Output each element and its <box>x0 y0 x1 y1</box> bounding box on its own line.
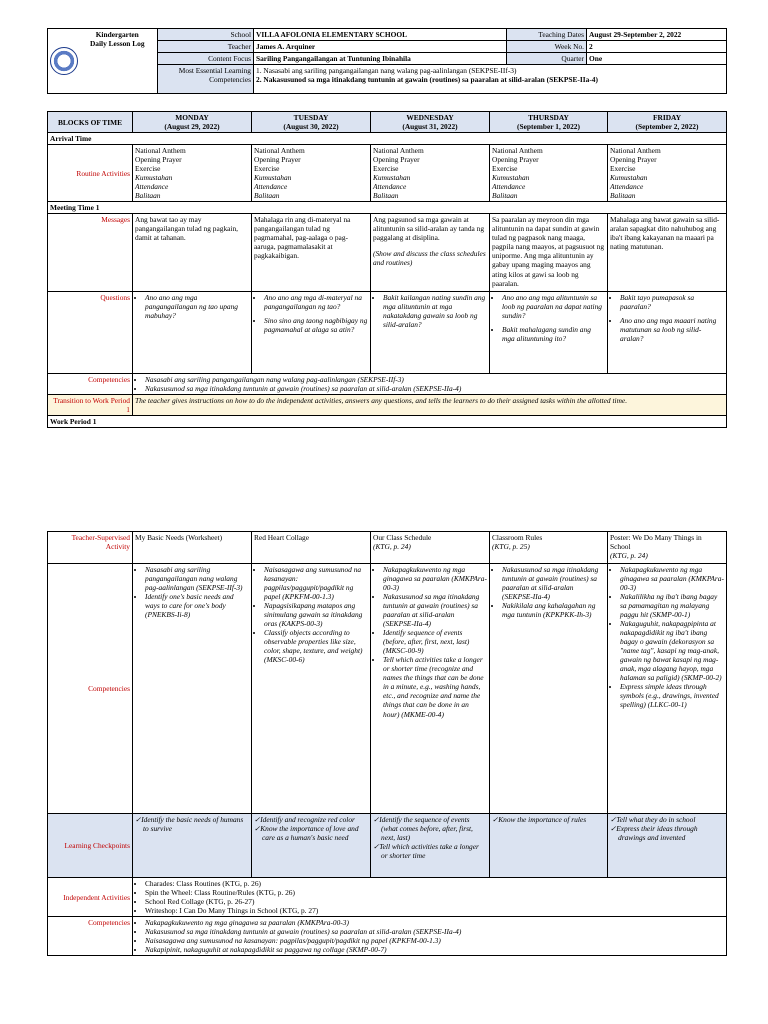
routine-item: Exercise <box>254 164 280 174</box>
mel-item-2: 2. Nakasusunod sa mga itinakdang tuntunin at gawain (routines) sa paaralan at silid-aralan (SEKPSE-IIa-4) <box>256 75 598 85</box>
work-comp-cell: • Nasasabi ang sariling pangangailangan nang walang pag-aalinlangan (SEKPSE-IIf-3) • Identify one's basic needs and ways to care for one's body (PNEKBS-Ii-8) <box>133 564 252 814</box>
checkpoints-label: Learning Checkpoints <box>48 814 133 878</box>
question-cell: • Ano ano ang mga pangangailangan ng tao upang mabuhay? <box>133 292 252 374</box>
routine-cell <box>608 145 727 202</box>
routine-cell <box>371 145 490 202</box>
arrival-time-row: Arrival Time <box>48 133 727 145</box>
tsa-cell: Classroom Rules (KTG, p. 25) <box>490 532 608 564</box>
message-cell <box>371 214 490 292</box>
tsa-label: Teacher-Supervised Activity <box>48 532 133 564</box>
work-comp-cell: • Nakapagkukuwento ng mga ginagawa sa paaralan (KMKPAra-00-3) • Nakasusunod sa mga itinakdang tuntunin at gawain (routines) sa paaralan at silid-aralan (SEKPSE-IIa-4) • Identify sequence of events (before, after, first, next, last) (MKSC-00-9) • Tell which activities take a longer or shorter time (recognize and names the things that can be done in a minute, e.g., washing hands, etc., and recognize and name the things that can be done in an hour) (MKME-00-4) <box>371 564 490 814</box>
routine-item: Exercise <box>135 164 161 174</box>
doc-title-line1: Kindergarten <box>95 30 139 39</box>
message-cell: Mahalaga ang bawat gawain sa silid-aralan sapagkat dito nahuhubog ang iba't ibang kakayanan na maaari pa nating matutunan. <box>608 214 727 292</box>
focus-label: Content Focus <box>158 53 254 65</box>
routine-item: Balitaan <box>373 191 399 201</box>
checkpoint-cell: ✓ Identify the sequence of events (what comes before, after, first, next, last) ✓ Tell which activities take a longer or shorter time <box>371 814 490 878</box>
tsa-cell: Poster: We Do Many Things in School (KTG, p. 24) <box>608 532 727 564</box>
title-cell <box>78 29 158 94</box>
tsa-row <box>48 532 727 564</box>
transition-label: Transition to Work Period 1 <box>48 395 133 416</box>
questions-label: Questions <box>48 292 133 374</box>
routine-item: National Anthem <box>373 146 424 156</box>
week-label: Week No. <box>507 41 587 53</box>
routine-item: Balitaan <box>135 191 161 201</box>
transition-text: The teacher gives instructions on how to do the independent activities, answers any questions, and tells the learners to do their assigned tasks within the allotted time. <box>133 395 727 416</box>
header-table <box>47 28 727 94</box>
routine-cell <box>133 145 252 202</box>
routine-item: Kumustahan <box>373 173 411 183</box>
checkpoint-cell: ✓ Identify and recognize red color ✓ Know the importance of love and care as a human's basic need <box>252 814 371 878</box>
question-cell: • Bakit kailangan nating sundin ang mga alituntunin at mga nakatakdang gawain sa loob ng silid-aralan? <box>371 292 490 374</box>
day-header-thursday: THURSDAY (September 1, 2022) <box>490 112 608 133</box>
independent-cell: • Charades: Class Routines (KTG, p. 26) • Spin the Wheel: Class Routine/Rules (KTG, p. 26) • School Red Collage (KTG, p. 26-27) • Writeshop: I Can Do Many Things in School (KTG, p. 27) <box>133 878 727 917</box>
routine-item: Opening Prayer <box>254 155 301 165</box>
tsa-cell: Red Heart Collage <box>252 532 371 564</box>
routine-item: National Anthem <box>135 146 186 156</box>
teacher-label: Teacher <box>158 41 254 53</box>
focus-value: Sariling Pangangailangan at Tuntuning Ibinahila <box>254 53 507 65</box>
message-cell: Sa paaralan ay meyroon din mga alituntunin na dapat sundin at gawin tulad ng pagpasok nang maaga, pagpila nang maayos, at pagsusuot ng uniporme. Ang mga alituntunin ay gabay upang maging maayos ang ating kilos at gawi sa loob ng paaralan. <box>490 214 608 292</box>
week-value: 2 <box>587 41 727 53</box>
work-comp-cell: • Naisasagawa ang sumusunod na kasanayan: pagpilas/paggupit/pagdikit ng papel (KPKFM-00-1.3) • Napagsisikapang matapos ang sinimulang gawain sa itinakdang oras (KAKPS-00-3) • Classify objects according to observable properties like size, color, shape, texture, and weight) (MKSC-00-6) <box>252 564 371 814</box>
routine-cell <box>490 145 608 202</box>
message-cell: Mahalaga rin ang di-materyal na pangangailangan tulad ng pagmamahal, pag-aalaga o pag-aaruga, pagmamalasakit at pagkakaibigan. <box>252 214 371 292</box>
routine-item: Balitaan <box>492 191 518 201</box>
routine-item: National Anthem <box>610 146 661 156</box>
checkpoints-row <box>48 814 727 878</box>
routine-label: Routine Activities <box>48 145 133 202</box>
routine-item: Attendance <box>373 182 407 192</box>
message-text: Ang pagsunod sa mga gawain at alituntunin sa silid-aralan ay tanda ng paggalang at disiplina. <box>373 215 485 243</box>
routine-cell <box>252 145 371 202</box>
mel-item-1: 1. Nasasabi ang sariling pangangailangan nang walang pag-aalinlangan (SEKPSE-IIf-3) <box>256 66 517 76</box>
school-label: School <box>158 29 254 41</box>
messages-row <box>48 214 727 292</box>
routine-item: Attendance <box>492 182 526 192</box>
work-competencies-row <box>48 564 727 814</box>
questions-row <box>48 292 727 374</box>
routine-item: Kumustahan <box>254 173 292 183</box>
teacher-value: James A. Arquiner <box>254 41 507 53</box>
routine-item: Kumustahan <box>610 173 648 183</box>
day-header-monday: MONDAY (August 29, 2022) <box>133 112 252 133</box>
competencies-label: Competencies <box>48 374 133 395</box>
tsa-cell: My Basic Needs (Worksheet) <box>133 532 252 564</box>
school-value: VILLA AFOLONIA ELEMENTARY SCHOOL <box>254 29 507 41</box>
schedule-table <box>47 111 727 428</box>
routine-row <box>48 145 727 202</box>
message-note: (Show and discuss the class schedules and routines) <box>373 249 486 268</box>
routine-item: National Anthem <box>492 146 543 156</box>
work-competencies2-label: Competencies <box>48 917 133 956</box>
work-competencies2-row <box>48 917 727 956</box>
routine-item: Opening Prayer <box>373 155 420 165</box>
routine-item: Exercise <box>610 164 636 174</box>
messages-label: Messages <box>48 214 133 292</box>
checkpoint-cell: ✓ Tell what they do in school ✓ Express their ideas through drawings and invented <box>608 814 727 878</box>
work-period-row: Work Period 1 <box>48 416 727 428</box>
routine-item: Attendance <box>610 182 644 192</box>
message-cell: Ang bawat tao ay may pangangailangan tulad ng pagkain, damit at tahanan. <box>133 214 252 292</box>
dates-label: Teaching Dates <box>507 29 587 41</box>
work-competencies2-cell: • Nakapagkukuwento ng mga ginagawa sa paaralan (KMKPAra-00-3) • Nakasusunod sa mga itinakdang tuntunin at gawain (routines) sa paaralan at silid-aralan (SEKPSE-IIa-4) • Naisasagawa ang sumusunod na kasanayan: pagpilas/paggupit/pagdikit ng papel (KPKFM-00-1.3) • Nakapipinit, nakaguguhit at nakapagdidikit sa paggawa ng collage (SKMP-00-7) <box>133 917 727 956</box>
routine-item: Exercise <box>373 164 399 174</box>
mel-cell <box>254 65 727 94</box>
routine-item: Attendance <box>254 182 288 192</box>
routine-item: Exercise <box>492 164 518 174</box>
question-cell: • Bakit tayo pumapasok sa paaralan? • Ano ano ang mga maaari nating matutunan sa loob ng silid-aralan? <box>608 292 727 374</box>
competencies-cell: • Nasasabi ang sariling pangangailangan nang walang pag-aalinlangan (SEKPSE-IIf-3) • Nakasusunod sa mga itinakdang tuntunin at gawain (routines) sa paaralan at silid-aralan (SEKPSE-IIa-4) <box>133 374 727 395</box>
quarter-value: One <box>587 53 727 65</box>
independent-label: Independent Activities <box>48 878 133 917</box>
routine-item: Kumustahan <box>135 173 173 183</box>
question-cell: • Ano ano ang mga alituntunin sa loob ng paaralan na dapat nating sundin? • Bakit mahalagang sundin ang mga alituntuning ito? <box>490 292 608 374</box>
mel-label: Most Essential Learning Competencies <box>158 65 254 94</box>
routine-item: Opening Prayer <box>610 155 657 165</box>
work-comp-cell: • Nakapagkukuwento ng mga ginagawa sa paaralan (KMKPAra-00-3) • Nakalilikha ng iba't ibang bagay sa pamamagitan ng malayang paggu hit (SKMP-00-1) • Nakaguguhit, nakapagpipinta at nakapagdidikit ng iba't ibang bagay o gawain (dekorasyon sa "name tag", kasapi ng mag-anak, gawain ng bawat kasapi ng mag-anak, mga alagang hayop, mga halaman sa paligid) (SKMP-00-2) • Express simple ideas through symbols (e.g., drawings, invented spelling) (LLKC-00-1) <box>608 564 727 814</box>
work-table <box>47 531 727 956</box>
routine-item: Attendance <box>135 182 169 192</box>
independent-row <box>48 878 727 917</box>
transition-row <box>48 395 727 416</box>
work-comp-cell: • Nakasusunod sa mga itinakdang tuntunin at gawain (routines) sa paaralan at silid-aralan (SEKPSE-IIa-4) • Nakikilala ang kahalagahan ng mga tuntunin (KPKPKK-Ih-3) <box>490 564 608 814</box>
checkpoint-cell: ✓ Know the importance of rules <box>490 814 608 878</box>
blocks-header: BLOCKS OF TIME <box>48 112 133 133</box>
routine-item: Balitaan <box>254 191 280 201</box>
day-header-friday: FRIDAY (September 2, 2022) <box>608 112 727 133</box>
deped-seal-icon <box>50 47 78 75</box>
routine-item: Kumustahan <box>492 173 530 183</box>
quarter-label: Quarter <box>507 53 587 65</box>
tsa-cell: Our Class Schedule (KTG, p. 24) <box>371 532 490 564</box>
routine-item: Opening Prayer <box>135 155 182 165</box>
checkpoint-cell: ✓ Identify the basic needs of humans to survive <box>133 814 252 878</box>
dates-value: August 29-September 2, 2022 <box>587 29 727 41</box>
routine-item: Balitaan <box>610 191 636 201</box>
doc-title-line2: Daily Lesson Log <box>89 39 145 49</box>
routine-item: National Anthem <box>254 146 305 156</box>
question-cell: • Ano ano ang mga di-materyal na pangangailangan ng tao? • Sino sino ang taong nagbibigay ng pagmamahal at alaga sa atin? <box>252 292 371 374</box>
competencies-row <box>48 374 727 395</box>
day-header-tuesday: TUESDAY (August 30, 2022) <box>252 112 371 133</box>
day-header-wednesday: WEDNESDAY (August 31, 2022) <box>371 112 490 133</box>
routine-item: Opening Prayer <box>492 155 539 165</box>
deped-logo-cell <box>48 29 78 94</box>
meeting-time-row: Meeting Time 1 <box>48 202 727 214</box>
work-competencies-label: Competencies <box>48 564 133 814</box>
